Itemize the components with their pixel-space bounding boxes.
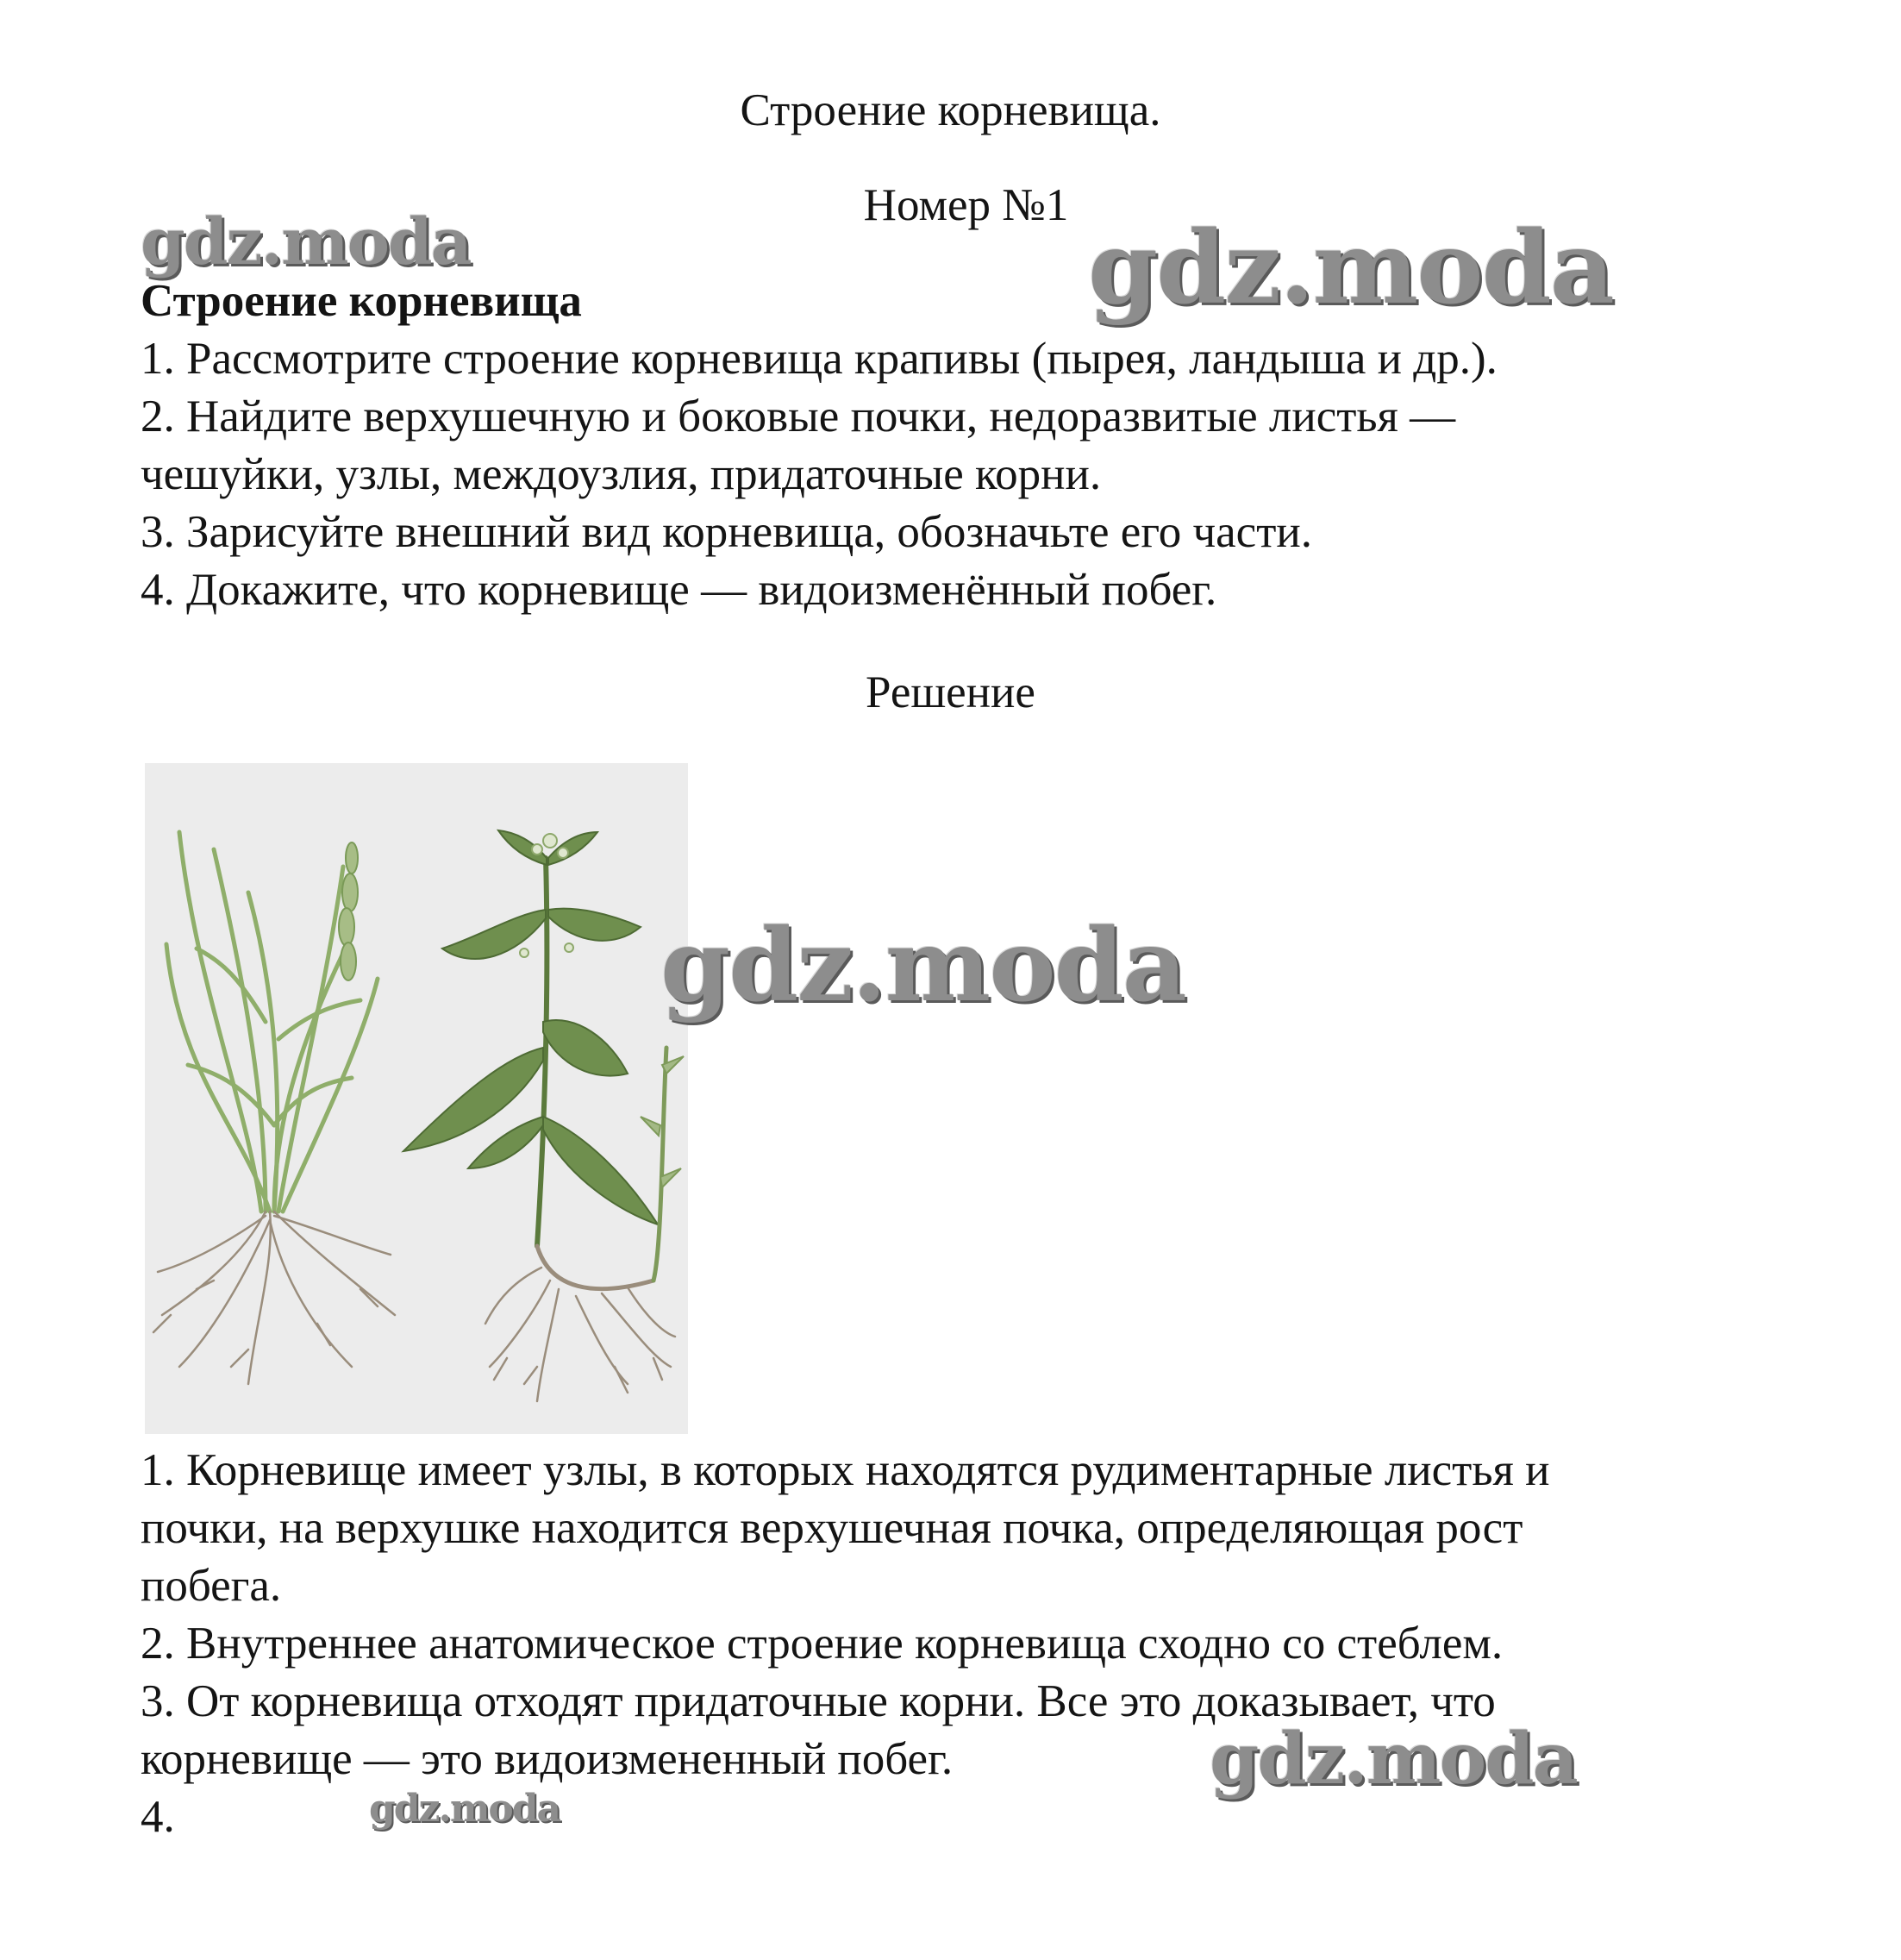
task-number: Номер №1 xyxy=(863,180,1069,230)
answer-line: 4. xyxy=(141,1792,175,1842)
answer-line: почки, на верхушке находится верхушечная почка, определяющая рост xyxy=(141,1503,1523,1553)
grass-spike xyxy=(339,842,358,980)
watermark: gdz.moda xyxy=(141,205,471,279)
solution-heading: Решение xyxy=(866,667,1035,717)
page-title: Строение корневища. xyxy=(740,85,1161,135)
watermark: gdz.moda xyxy=(1210,1718,1577,1800)
answer-line: 1. Корневище имеет узлы, в которых находятся рудиментарные листья и xyxy=(141,1445,1550,1495)
task-line: 2. Найдите верхушечную и боковые почки, недоразвитые листья — xyxy=(141,391,1456,441)
watermark: gdz.moda xyxy=(660,907,1185,1024)
task-line: 3. Зарисуйте внешний вид корневища, обозначьте его части. xyxy=(141,507,1312,557)
answer-line: 2. Внутреннее анатомическое строение корневища сходно со стеблем. xyxy=(141,1619,1504,1669)
answer-line: побега. xyxy=(141,1561,282,1611)
task-line: 1. Рассмотрите строение корневища крапивы (пырея, ландыша и др.). xyxy=(141,334,1498,384)
task-line: чешуйки, узлы, междоузлия, придаточные корни. xyxy=(141,449,1102,499)
answer-line: корневище — это видоизмененный побег. xyxy=(141,1734,954,1784)
watermark: gdz.moda xyxy=(369,1787,560,1831)
plants-drawing xyxy=(145,763,688,1434)
rhizome-illustration xyxy=(145,763,688,1434)
watermark: gdz.moda xyxy=(1088,210,1613,327)
grass-roots xyxy=(153,1212,395,1384)
answer-line: 3. От корневища отходят придаточные корни. Все это доказывает, что xyxy=(141,1676,1496,1726)
task-line: 4. Докажите, что корневище — видоизменённый побег. xyxy=(141,565,1217,615)
task-heading: Строение корневища xyxy=(141,276,582,326)
nettle-leaves xyxy=(403,830,658,1224)
